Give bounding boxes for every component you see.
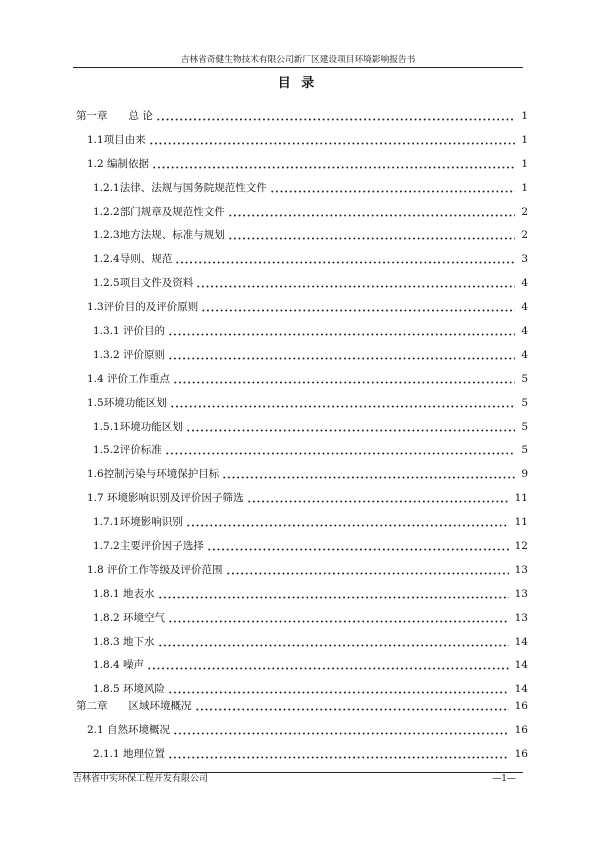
toc-entry-label: 1.2.3地方法规、标准与规划 [93,229,225,242]
toc-entry [73,368,528,392]
toc-entry-page: 1 [521,181,528,194]
dot-leader [168,686,509,694]
toc-title: 目 录 [277,76,318,91]
toc-entry-page: 1 [521,157,528,170]
toc-entry-label: 1.2 编制依据 [87,157,150,170]
dot-leader [195,703,509,711]
dot-leader [173,727,509,735]
toc-entry [73,631,528,655]
toc-entry [73,224,528,248]
toc-entry [73,201,528,225]
toc-entry-page: 13 [514,563,528,576]
table-of-contents [73,105,528,767]
toc-entry [73,511,528,535]
toc-entry-label: 1.6控制污染与环境保护目标 [87,468,220,481]
toc-entry-page: 16 [514,724,528,737]
dot-leader [186,519,509,527]
toc-entry-page: 2 [521,205,528,218]
dot-leader [168,615,509,623]
toc-entry-label: 1.8.5 环境风险 [93,683,166,696]
toc-entry-page: 14 [514,635,528,648]
toc-entry-page: 3 [521,253,528,266]
dot-leader [149,137,516,145]
toc-entry-page: 11 [514,516,528,529]
toc-entry [73,439,528,463]
toc-entry [73,535,528,559]
dot-leader [168,751,509,759]
toc-entry [73,129,528,153]
toc-entry [73,272,528,296]
dot-leader [222,471,515,479]
toc-entry-page: 5 [521,396,528,409]
toc-entry [73,296,528,320]
toc-entry [73,392,528,416]
running-header: 吉林省奇健生物技术有限公司新厂区建设项目环境影响报告书 [73,54,523,68]
toc-entry-label: 1.7 环境影响识别及评价因子筛选 [87,492,244,505]
toc-entry [73,153,528,177]
toc-entry [73,105,528,129]
toc-entry-label: 1.8.4 噪声 [93,659,145,672]
toc-entry-label: 1.5环境功能区划 [87,396,167,409]
toc-entry-page: 12 [514,540,528,553]
dot-leader [168,328,515,336]
toc-entry-page: 13 [514,611,528,624]
footer-company: 吉林省中实环保工程开发有限公司 [73,774,209,784]
dot-leader [173,376,515,384]
toc-entry-page: 16 [514,700,528,713]
running-footer [73,772,523,786]
dot-leader [168,352,515,360]
toc-entry-page: 9 [521,468,528,481]
toc-entry-label: 1.2.5项目文件及资料 [93,277,194,290]
toc-entry-page: 1 [521,133,528,146]
toc-entry-label: 1.8.3 地下水 [93,635,155,648]
dot-leader [156,113,515,121]
toc-entry-label: 1.5.1环境功能区划 [93,420,183,433]
dot-leader [247,495,509,503]
toc-entry [73,607,528,631]
dot-leader [226,567,509,575]
toc-entry-label: 1.3.2 评价原则 [93,348,166,361]
dot-leader [158,591,509,599]
dot-leader [152,161,515,169]
toc-entry-page: 5 [521,372,528,385]
toc-entry [73,177,528,201]
dot-leader [165,447,516,455]
toc-entry-page: 4 [521,301,528,314]
toc-entry-label: 1.3评价目的及评价原则 [87,301,199,314]
toc-entry [73,559,528,583]
toc-entry-label: 1.8 评价工作等级及评价范围 [87,563,223,576]
dot-leader [196,280,515,288]
dot-leader [170,400,516,408]
dot-leader [207,543,509,551]
toc-entry-label: 1.8.1 地表水 [93,587,155,600]
toc-entry [73,248,528,272]
toc-entry-page: 5 [521,420,528,433]
toc-entry-page: 4 [521,325,528,338]
toc-entry-label: 第一章 总 论 [76,110,153,122]
toc-entry [73,654,528,678]
toc-entry-label: 1.2.2部门规章及规范性文件 [93,205,225,218]
dot-leader [201,304,515,312]
toc-entry [73,320,528,344]
toc-entry-label: 1.3.1 评价目的 [93,325,166,338]
toc-entry-page: 11 [514,492,528,505]
toc-entry-label: 1.7.2主要评价因子选择 [93,540,204,553]
toc-entry [73,487,528,511]
toc-entry [73,416,528,440]
toc-entry [73,719,528,743]
toc-entry-page: 16 [514,748,528,761]
toc-entry [73,344,528,368]
footer-page-number: —1— [492,774,516,784]
toc-entry-page: 14 [514,659,528,672]
dot-leader [175,256,515,264]
toc-entry-page: 14 [514,683,528,696]
toc-entry-page: 2 [521,229,528,242]
dot-leader [147,662,509,670]
toc-entry-label: 1.1项目由来 [87,133,146,146]
dot-leader [270,185,516,193]
toc-entry [73,695,528,719]
toc-entry [73,583,528,607]
toc-entry-label: 1.2.4导则、规范 [93,253,173,266]
toc-entry-page: 5 [521,444,528,457]
toc-entry-page: 13 [514,587,528,600]
toc-entry-page: 1 [521,110,528,122]
toc-entry-label: 2.1.1 地理位置 [93,748,166,761]
toc-entry-label: 1.8.2 环境空气 [93,611,166,624]
toc-entry-label: 1.4 评价工作重点 [87,372,171,385]
toc-entry-page: 4 [521,348,528,361]
toc-entry-label: 1.7.1环境影响识别 [93,516,183,529]
dot-leader [228,232,516,240]
toc-entry-label: 1.5.2评价标准 [93,444,162,457]
toc-entry-label: 1.2.1法律、法规与国务院规范性文件 [93,181,267,194]
toc-entry [73,743,528,767]
dot-leader [158,639,509,647]
dot-leader [228,209,516,217]
toc-entry-label: 第二章 区域环境概况 [76,700,192,713]
dot-leader [186,424,516,432]
toc-entry-label: 2.1 自然环境概况 [87,724,171,737]
toc-entry [73,463,528,487]
toc-entry-page: 4 [521,277,528,290]
